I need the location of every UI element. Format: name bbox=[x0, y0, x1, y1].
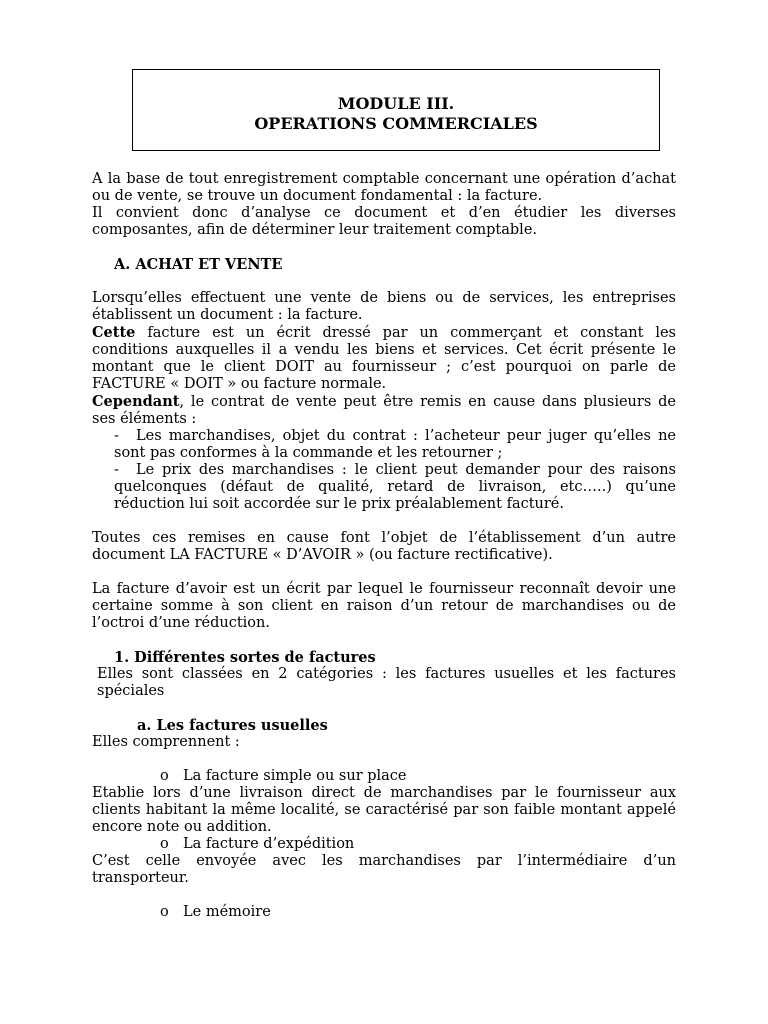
section-a-paragraph-2 bbox=[92, 324, 676, 393]
subsection-a-paragraph: Elles comprennent : bbox=[92, 734, 240, 750]
bullet-item-2-description: C’est celle envoyée avec les marchandises par l’intermédiaire d’un transporteur. bbox=[92, 853, 676, 886]
subsection-a-heading: a. Les factures usuelles bbox=[137, 717, 328, 734]
bullet-item-1 bbox=[92, 768, 676, 785]
title-box bbox=[132, 69, 660, 151]
section-a-paragraph-3-text: , le contrat de vente peut être remis en cause dans plusieurs de ses éléments : bbox=[92, 394, 676, 427]
bullet-item-3 bbox=[92, 904, 676, 921]
module-title: MODULE III. bbox=[337, 94, 455, 113]
document-body bbox=[92, 171, 676, 921]
bullet-item-2 bbox=[92, 836, 676, 853]
section-a-paragraph-4: Toutes ces remises en cause font l’objet de l’établissement d’un autre document LA FACTURE « D’AVOIR » (ou facture rectificative). bbox=[92, 530, 676, 563]
bullet-marker: o bbox=[160, 904, 169, 920]
bullet-item-2-text: La facture d’expédition bbox=[183, 836, 355, 852]
section-a-heading: A. ACHAT ET VENTE bbox=[114, 256, 283, 273]
bullet-item-1-description: Etablie lors d’une livraison direct de marchandises par le fournisseur aux clients habitant la même localité, se caractérisé par son faible montant appelé encore note ou addition. bbox=[92, 785, 676, 835]
bullet-item-1-text: La facture simple ou sur place bbox=[183, 768, 407, 784]
module-subtitle: OPERATIONS COMMERCIALES bbox=[254, 114, 538, 133]
emphasis-cependant: Cependant bbox=[92, 393, 180, 410]
section-1-heading: 1. Différentes sortes de factures bbox=[114, 649, 376, 666]
dash-list-item-1 bbox=[92, 428, 676, 462]
section-1-paragraph: Elles sont classées en 2 catégories : les factures usuelles et les factures spéciales bbox=[97, 666, 676, 699]
intro-paragraph-2: Il convient donc d’analyse ce document et d’en étudier les diverses composantes, afin de déterminer leur traitement comptable. bbox=[92, 205, 676, 238]
dash-list-item-2 bbox=[92, 462, 676, 513]
bullet-marker: o bbox=[160, 768, 169, 784]
dash-marker: - bbox=[114, 462, 119, 478]
emphasis-cette: Cette bbox=[92, 324, 136, 341]
section-a-paragraph-5: La facture d’avoir est un écrit par lequel le fournisseur reconnaît devoir une certaine somme à son client en raison d’un retour de marchandises ou de l’octroi d’une réduction. bbox=[92, 581, 676, 631]
dash-marker: - bbox=[114, 428, 119, 444]
bullet-item-3-text: Le mémoire bbox=[183, 904, 271, 920]
bullet-marker: o bbox=[160, 836, 169, 852]
intro-paragraph-1: A la base de tout enregistrement comptable concernant une opération d’achat ou de vente, se trouve un document fondamental : la facture. bbox=[92, 171, 676, 204]
section-a-paragraph-2-text: facture est un écrit dressé par un commerçant et constant les conditions auxquelles il a vendu les biens et services. Cet écrit présente le montant que le client DOIT au fournisseur ; c’est pourquoi on parle de FACTURE « DOIT » ou facture normale. bbox=[92, 325, 676, 392]
dash-list-item-1-text: Les marchandises, objet du contrat : l’acheteur peur juger qu’elles ne sont pas conformes à la commande et les retourner ; bbox=[114, 428, 676, 461]
dash-list-item-2-text: Le prix des marchandises : le client peut demander pour des raisons quelconques (défaut de qualité, retard de livraison, etc…..) qu’une réduction lui soit accordée sur le prix préalablement facturé. bbox=[114, 462, 676, 512]
section-a-paragraph-3 bbox=[92, 393, 676, 428]
section-a-paragraph-1: Lorsqu’elles effectuent une vente de biens ou de services, les entreprises établissent un document : la facture. bbox=[92, 290, 676, 323]
